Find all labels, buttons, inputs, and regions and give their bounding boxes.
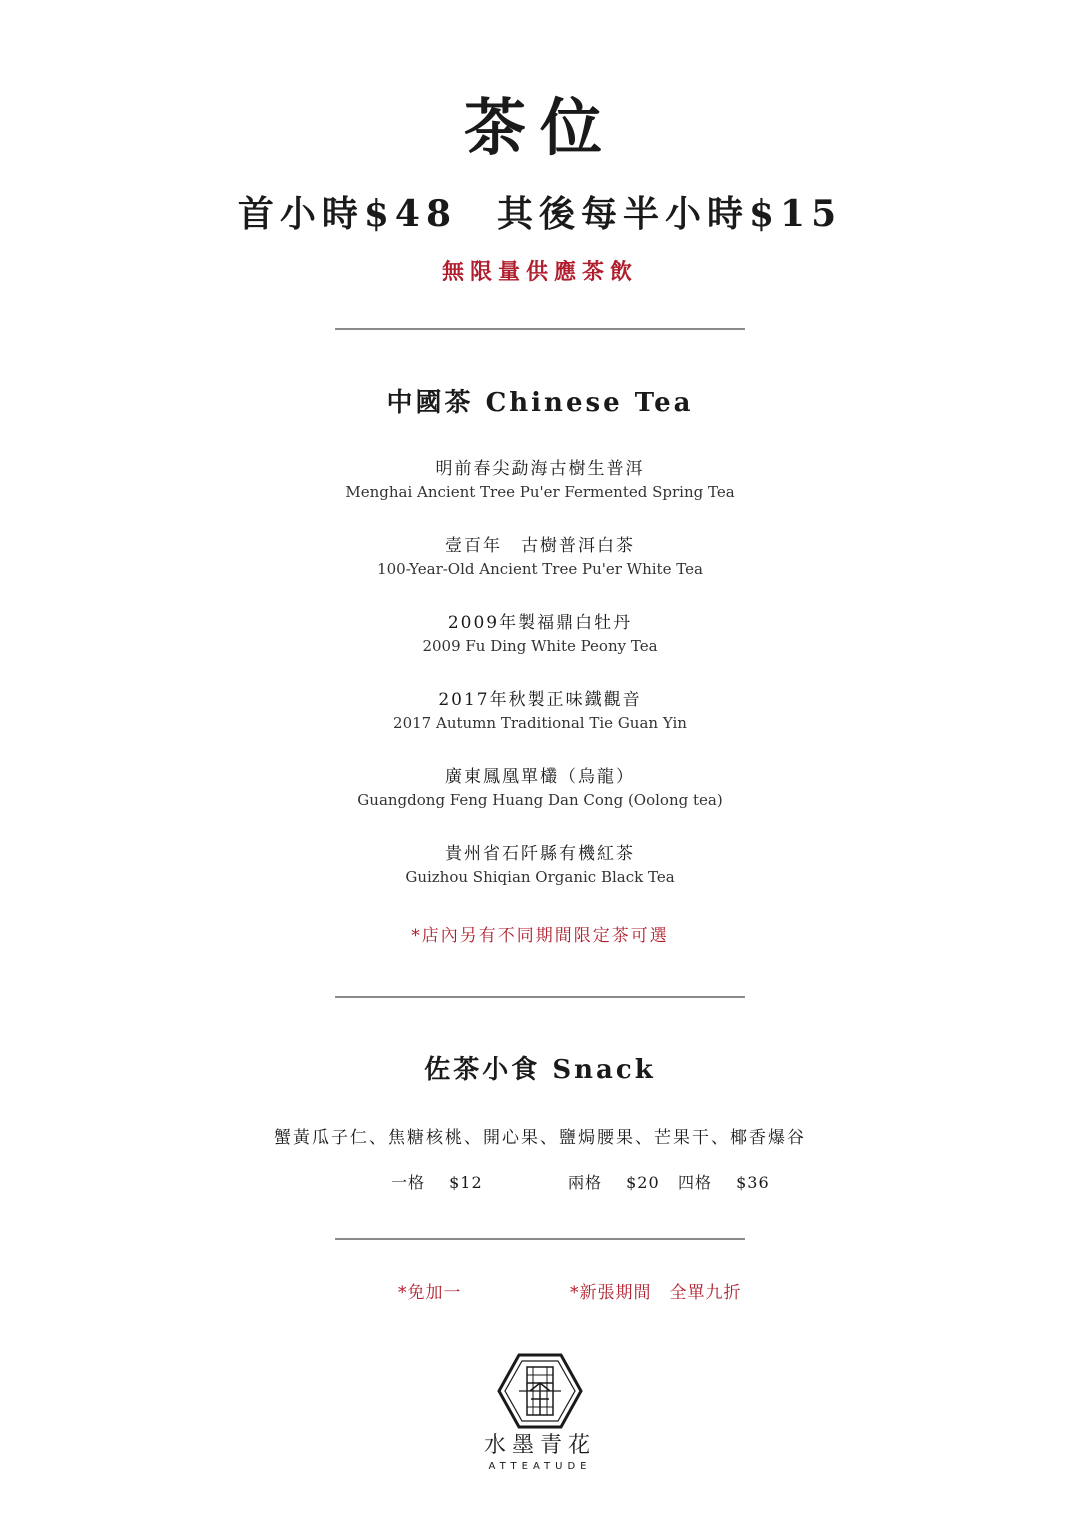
tea-item-name-zh: 2009年製福鼎白牡丹 [447, 613, 633, 633]
no-service-charge-note: *免加一 [398, 1283, 462, 1303]
snack-price-two [568, 1172, 660, 1194]
tea-item-name-en: 2009 Fu Ding White Peony Tea [422, 637, 658, 655]
hexagon-window-logo-icon [497, 1353, 583, 1429]
tea-item-name-en: 100-Year-Old Ancient Tree Pu'er White Tea [377, 560, 703, 578]
tea-item-name-en: Menghai Ancient Tree Pu'er Fermented Spring Tea [345, 483, 735, 501]
snack-price-one [391, 1172, 483, 1194]
price-half-hour: 其後每半小時$15 [497, 193, 843, 235]
tea-item-name-en: Guangdong Feng Huang Dan Cong (Oolong tea) [357, 791, 723, 809]
divider-top [335, 328, 745, 330]
tea-item-name-zh: 壹百年 古樹普洱白茶 [445, 536, 635, 556]
logo-name-en: ATTEATUDE [488, 1461, 592, 1472]
divider-middle [335, 996, 745, 998]
snack-price-label: 四格 [678, 1173, 713, 1192]
tea-item-name-zh: 2017年秋製正味鐵觀音 [438, 690, 642, 710]
limited-tea-note: *店內另有不同期間限定茶可選 [411, 926, 669, 946]
price-first-hour: 首小時$48 [237, 193, 457, 235]
logo-name-zh: 水墨青花 [483, 1433, 596, 1458]
opening-discount-note: *新張期間 全單九折 [570, 1283, 742, 1303]
divider-bottom [335, 1238, 745, 1240]
unlimited-tea-note: 無限量供應茶飲 [441, 259, 638, 285]
snack-price-label: 兩格 [568, 1173, 603, 1192]
snack-price-value: $20 [626, 1173, 660, 1192]
chinese-tea-heading: 中國茶 Chinese Tea [386, 388, 694, 418]
tea-item-name-en: 2017 Autumn Traditional Tie Guan Yin [393, 714, 687, 732]
snack-price-label: 一格 [391, 1173, 426, 1192]
tea-item-name-zh: 廣東鳳凰單欉（烏龍） [445, 767, 635, 787]
tea-item-name-en: Guizhou Shiqian Organic Black Tea [405, 868, 675, 886]
page-title: 茶位 [463, 91, 616, 164]
tea-seat-pricing [0, 192, 1080, 236]
snack-price-four [678, 1172, 770, 1194]
tea-item-name-zh: 明前春尖勐海古樹生普洱 [435, 459, 645, 479]
tea-item-name-zh: 貴州省石阡縣有機紅茶 [445, 844, 635, 864]
snack-list: 蟹黃瓜子仁、焦糖核桃、開心果、鹽焗腰果、芒果干、椰香爆谷 [274, 1128, 806, 1148]
snack-price-value: $12 [449, 1173, 483, 1192]
snack-price-value: $36 [736, 1173, 770, 1192]
snack-heading: 佐茶小食 Snack [424, 1055, 656, 1085]
